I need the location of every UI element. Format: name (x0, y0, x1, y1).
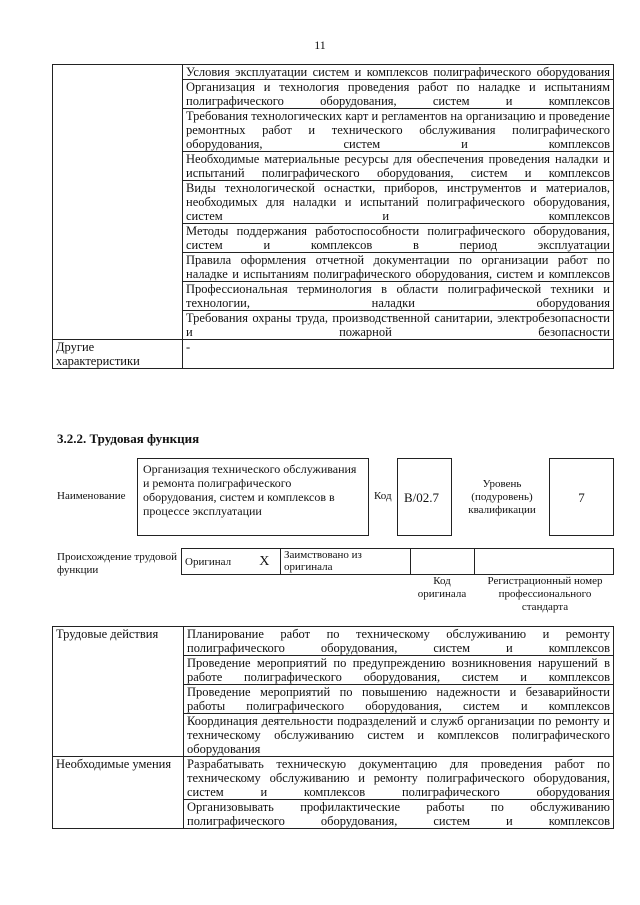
skills-label: Необходимые умения (53, 757, 184, 829)
table-row (182, 549, 614, 575)
knowledge-item: Требования охраны труда, производственной санитарии, электробезопасности и пожарной безопасности (183, 311, 614, 340)
level-label: Уровень (подуровень) квалификации (468, 478, 536, 516)
table-row (53, 757, 614, 800)
reg-caption: Регистрационный номер профессионального стандарта (487, 575, 603, 613)
code-box (397, 458, 452, 536)
origin-borrowed: Заимствовано из оригинала (281, 549, 411, 575)
origin-original: Оригинал (182, 549, 249, 575)
name-value: Организация технического обслуживания и ремонта полиграфического оборудования, систем и комплексов в процессе эксплуатации (143, 462, 357, 518)
actions-table (52, 626, 614, 829)
action-item: Проведение мероприятий по повышению надежности и безаварийности работы полиграфического оборудования, систем и комплексов (184, 685, 614, 714)
origin-code-cell (411, 549, 475, 575)
origin-mark: X (249, 549, 281, 575)
table-row (53, 627, 614, 656)
other-characteristics-label: Другие характеристики (53, 340, 183, 369)
knowledge-label-cell (53, 65, 183, 340)
code-value: B/02.7 (404, 490, 440, 505)
origin-reg-cell (475, 549, 614, 575)
table-row (53, 65, 614, 80)
actions-label: Трудовые действия (53, 627, 184, 757)
level-box (549, 458, 614, 536)
action-item: Планирование работ по техническому обслуживанию и ремонту полиграфического оборудования, систем и комплексов (184, 627, 614, 656)
knowledge-table (52, 64, 614, 369)
name-box (137, 458, 369, 536)
table-row (53, 340, 614, 369)
knowledge-item: Правила оформления отчетной документации по организации работ по наладке и испытаниям полиграфического оборудования, систем и комплексов (183, 253, 614, 282)
action-item: Проведение мероприятий по предупреждению возникновения нарушений в работе полиграфического оборудования, систем и комплексов (184, 656, 614, 685)
code-caption: Код оригинала (417, 575, 467, 600)
section-title: 3.2.2. Трудовая функция (57, 431, 200, 446)
origin-table (181, 548, 614, 575)
knowledge-item: Условия эксплуатации систем и комплексов полиграфического оборудования (183, 65, 614, 80)
page-number: 11 (314, 38, 326, 52)
knowledge-item: Виды технологической оснастки, приборов, инструментов и материалов, необходимых для наладки и испытаний полиграфического оборудования, систем и комплексов (183, 181, 614, 224)
skill-item: Разрабатывать техническую документацию для проведения работ по техническому обслуживанию и ремонту полиграфического оборудования, систем и комплексов полиграфического оборудования (184, 757, 614, 800)
knowledge-item: Требования технологических карт и регламентов на организацию и проведение ремонтных работ и технического обслуживания полиграфического оборудования, систем и комплексов (183, 109, 614, 152)
knowledge-item: Необходимые материальные ресурсы для обеспечения проведения наладки и испытаний полиграфического оборудования, систем и комплексов (183, 152, 614, 181)
knowledge-item: Профессиональная терминология в области полиграфической техники и технологии, наладки оборудования (183, 282, 614, 311)
name-label: Наименование (57, 490, 126, 502)
action-item: Координация деятельности подразделений и служб организации по ремонту и техническому обслуживанию систем и комплексов полиграфического оборудования (184, 714, 614, 757)
level-value: 7 (578, 490, 585, 505)
knowledge-item: Методы поддержания работоспособности полиграфического оборудования, систем и комплексов в период эксплуатации (183, 224, 614, 253)
skill-item: Организовывать профилактические работы по обслуживанию полиграфического оборудования, систем и комплексов (184, 800, 614, 829)
origin-label: Происхождение трудовой функции (57, 551, 178, 576)
code-label: Код (374, 490, 392, 502)
knowledge-item: Организация и технология проведения работ по наладке и испытаниям полиграфического оборудования, систем и комплексов (183, 80, 614, 109)
other-characteristics-value: - (183, 340, 614, 369)
